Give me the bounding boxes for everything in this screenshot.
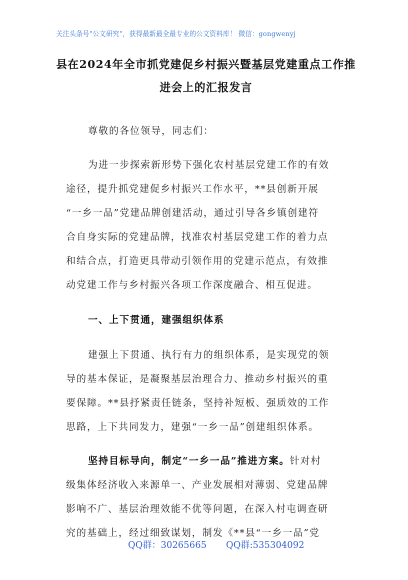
footer-qq-group-2: QQ群:535304092: [226, 541, 305, 551]
paragraph-line: 动党建工作与乡村振兴各项工作深度融合、相互促进。: [66, 280, 318, 291]
document-title-line-2: 进会上的汇报发言: [159, 81, 253, 94]
paragraph-line: 影响不广、基层治理效能不优等问题，在深入村屯调查研: [66, 504, 329, 515]
lead-rest: 针对村: [289, 456, 322, 467]
paragraph-line: [88, 453, 346, 467]
section-heading: 一、上下贯通，建强组织体系: [88, 315, 225, 326]
header-note: 关注头条号"公文研究"，获得最新最全最专业的公文资料库！ 微信：gongwenyj: [56, 30, 296, 38]
paragraph-line: 要保障。**县抒紧责任链条，坚持补短板、强质效的工作: [66, 398, 330, 409]
paragraph-line: 导的基本保证，是凝聚基层治理合力、推动乡村振兴的重: [66, 374, 329, 385]
salutation: 尊敬的各位领导，同志们：: [88, 126, 214, 137]
paragraph-line: 合自身实际的党建品牌，找准农村基层党建工作的着力点: [66, 232, 329, 243]
paragraph-line: 级集体经济收入来源单一、产业发展相对薄弱、党建品牌: [66, 480, 329, 491]
document-title-line-1: 县在2024年全市抓党建促乡村振兴暨基层党建重点工作推: [56, 58, 356, 71]
bold-lead: 坚持目标导向，制定“一乡一品”推进方案。: [88, 456, 290, 467]
paragraph-line: 为进一步探索新形势下强化农村基层党建工作的有效: [88, 160, 330, 171]
footer-qq-group-1: QQ群：30265665: [128, 541, 207, 551]
paragraph-line: 和结合点，打造更具带动引领作用的党建示范点，有效推: [66, 256, 329, 267]
paragraph-line: 途径，提升抓党建促乡村振兴工作水平，**县创新开展: [66, 184, 319, 195]
paragraph-line: 究的基础上，经过细致谋划，制发《**县“一乡一品”党: [66, 528, 320, 539]
paragraph-line: “一乡一品”党建品牌创建活动，通过引导各乡镇创建符: [66, 208, 319, 219]
paragraph-line: 思路，上下共同发力，建强“一乡一品”创建组织体系。: [66, 422, 319, 433]
paragraph-line: 建强上下贯通、执行有力的组织体系，是实现党的领: [88, 350, 330, 361]
